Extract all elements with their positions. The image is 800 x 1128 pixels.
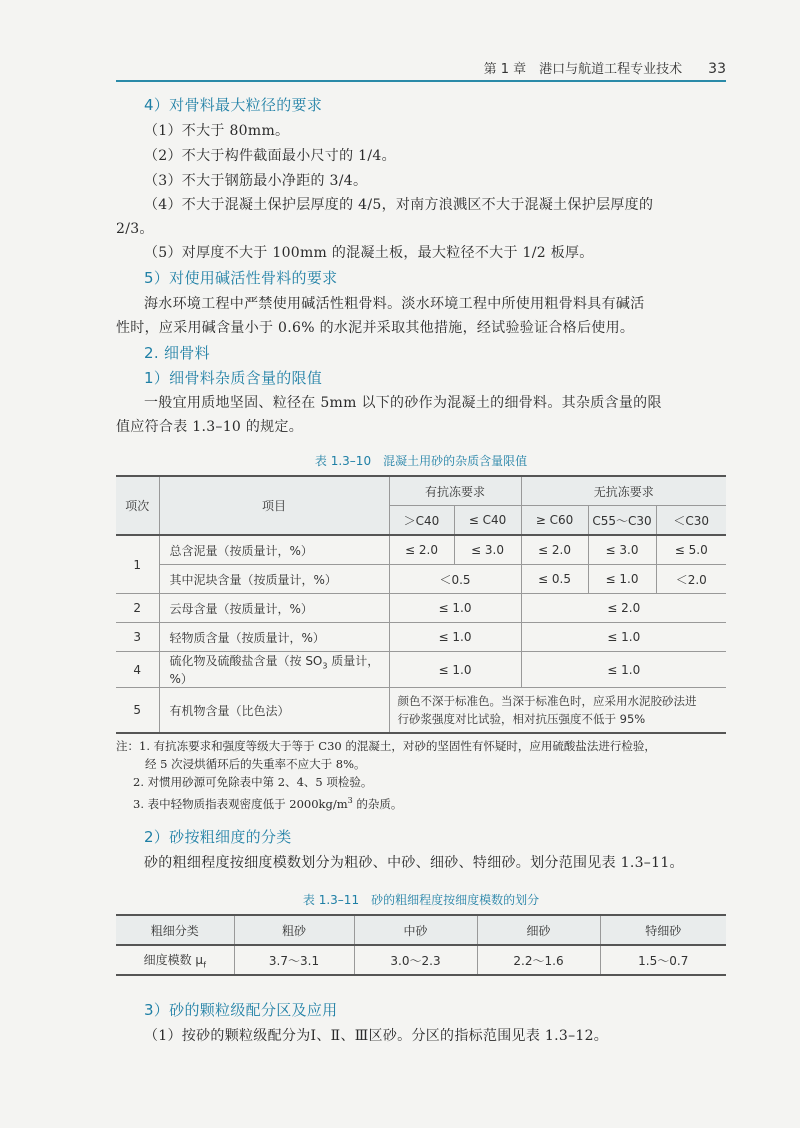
paragraph-line: （1）按砂的颗粒级配分为Ⅰ、Ⅱ、Ⅲ区砂。分区的指标范围见表 1.3–12。 <box>144 1028 609 1044</box>
table-cell: ≤ 1.0 <box>588 565 656 594</box>
table-cell: ≤ 2.0 <box>389 535 454 565</box>
table-cell: 3.7～3.1 <box>234 945 354 975</box>
paragraph-line: 值应符合表 1.3–10 的规定。 <box>116 419 304 435</box>
table-cell: ≤ 2.0 <box>521 594 726 623</box>
table-note: 注：1. 有抗冻要求和强度等级大于等于 C30 的混凝土，对砂的坚固性有怀疑时，应用硫酸盐法进行检验， <box>116 739 656 753</box>
table-cell: 1 <box>116 535 159 594</box>
subsection-heading: 3）砂的颗粒级配分区及应用 <box>144 1001 338 1019</box>
subsection-heading: 1）细骨料杂质含量的限值 <box>144 369 323 387</box>
table-caption: 表 1.3–10 混凝土用砂的杂质含量限值 <box>314 454 528 468</box>
header-cell: 特细砂 <box>600 915 726 945</box>
header-cell: ≥ C60 <box>521 506 588 536</box>
table-cell: 总含泥量（按质量计，%） <box>159 535 389 565</box>
paragraph-line: 一般宜用质地坚固、粒径在 5mm 以下的砂作为混凝土的细骨料。其杂质含量的限 <box>144 395 662 411</box>
header-cell: 无抗冻要求 <box>521 476 726 506</box>
table-cell: ≤ 1.0 <box>389 623 521 652</box>
table-cell: ≤ 3.0 <box>588 535 656 565</box>
table-cell: 云母含量（按质量计，%） <box>159 594 389 623</box>
list-item: （2）不大于构件截面最小尺寸的 1/4。 <box>144 148 396 164</box>
table-cell: ＜0.5 <box>389 565 521 594</box>
table-cell: ＜2.0 <box>656 565 726 594</box>
list-item: （3）不大于钢筋最小净距的 3/4。 <box>144 173 368 189</box>
section-heading: 5）对使用碱活性骨料的要求 <box>144 269 338 287</box>
header-cell: 粗砂 <box>234 915 354 945</box>
table-note: 2. 对惯用砂源可免除表中第 2、4、5 项检验。 <box>133 775 373 789</box>
table-cell: 硫化物及硫酸盐含量（按 $SO_3$ 质量计，%） <box>159 652 389 688</box>
paragraph-line: 性时，应采用碱含量小于 0.6% 的水泥并采取其他措施，经试验验证合格后使用。 <box>116 320 635 336</box>
table-cell: ≤ 0.5 <box>521 565 588 594</box>
header-rule <box>116 80 726 82</box>
table-note: 经 5 次浸烘循环后的失重率不应大于 8%。 <box>145 757 366 771</box>
header-cell: 有抗冻要求 <box>389 476 521 506</box>
table-cell: 3.0～2.3 <box>354 945 477 975</box>
header-cell: C55～C30 <box>588 506 656 536</box>
table-cell: ≤ 1.0 <box>521 623 726 652</box>
table-cell: ≤ 5.0 <box>656 535 726 565</box>
header-cell: ＞C40 <box>389 506 454 536</box>
paragraph-line: 砂的粗细程度按细度模数划分为粗砂、中砂、细砂、特细砂。划分范围见表 1.3–11。 <box>144 855 684 871</box>
impurity-limit-table <box>116 475 726 734</box>
header-cell: ＜C30 <box>656 506 726 536</box>
paragraph-line: 海水环境工程中严禁使用碱活性粗骨料。淡水环境工程中所使用粗骨料具有碱活 <box>144 296 645 312</box>
table-cell: 1.5～0.7 <box>600 945 726 975</box>
table-cell: 2.2～1.6 <box>477 945 600 975</box>
table-caption: 表 1.3–11 砂的粗细程度按细度模数的划分 <box>302 893 540 907</box>
section-heading: 2. 细骨料 <box>144 344 210 362</box>
list-item: （5）对厚度不大于 100mm 的混凝土板，最大粒径不大于 1/2 板厚。 <box>144 245 594 261</box>
header-cell: 粗细分类 <box>116 915 234 945</box>
table-cell: 4 <box>116 652 159 688</box>
header-cell: 项次 <box>116 476 159 535</box>
section-heading: 4）对骨料最大粒径的要求 <box>144 96 323 114</box>
table-cell: ≤ 1.0 <box>389 652 521 688</box>
table-note: 3. 表中轻物质指表观密度低于 $2000kg/m^3$ 的杂质。 <box>133 796 403 811</box>
list-item: （4）不大于混凝土保护层厚度的 4/5，对南方浪溅区不大于混凝土保护层厚度的 <box>144 197 654 213</box>
table-cell: 轻物质含量（按质量计，%） <box>159 623 389 652</box>
table-cell: ≤ 1.0 <box>389 594 521 623</box>
table-cell: ≤ 1.0 <box>521 652 726 688</box>
header-cell: ≤ C40 <box>454 506 521 536</box>
fineness-modulus-table <box>116 914 726 976</box>
table-cell: ≤ 3.0 <box>454 535 521 565</box>
list-item: （1）不大于 80mm。 <box>144 123 290 139</box>
running-header <box>116 58 726 77</box>
table-cell: 颜色不深于标准色。当深于标准色时，应采用水泥胶砂法进 行砂浆强度对比试验，相对抗压强度不低于 95% <box>389 688 726 734</box>
header-cell: 细砂 <box>477 915 600 945</box>
table-cell: 5 <box>116 688 159 734</box>
header-cell: 中砂 <box>354 915 477 945</box>
table-cell: 其中泥块含量（按质量计，%） <box>159 565 389 594</box>
subsection-heading: 2）砂按粗细度的分类 <box>144 828 292 846</box>
table-cell: 有机物含量（比色法） <box>159 688 389 734</box>
table-cell: 3 <box>116 623 159 652</box>
page-number: 33 <box>708 61 726 77</box>
chapter-title: 第 1 章 港口与航道工程专业技术 <box>483 62 683 77</box>
table-cell: ≤ 2.0 <box>521 535 588 565</box>
table-cell: 2 <box>116 594 159 623</box>
table-cell: 细度模数 $\mu_f$ <box>116 945 234 975</box>
list-item-cont: 2/3。 <box>116 221 154 237</box>
header-cell: 项目 <box>159 476 389 535</box>
